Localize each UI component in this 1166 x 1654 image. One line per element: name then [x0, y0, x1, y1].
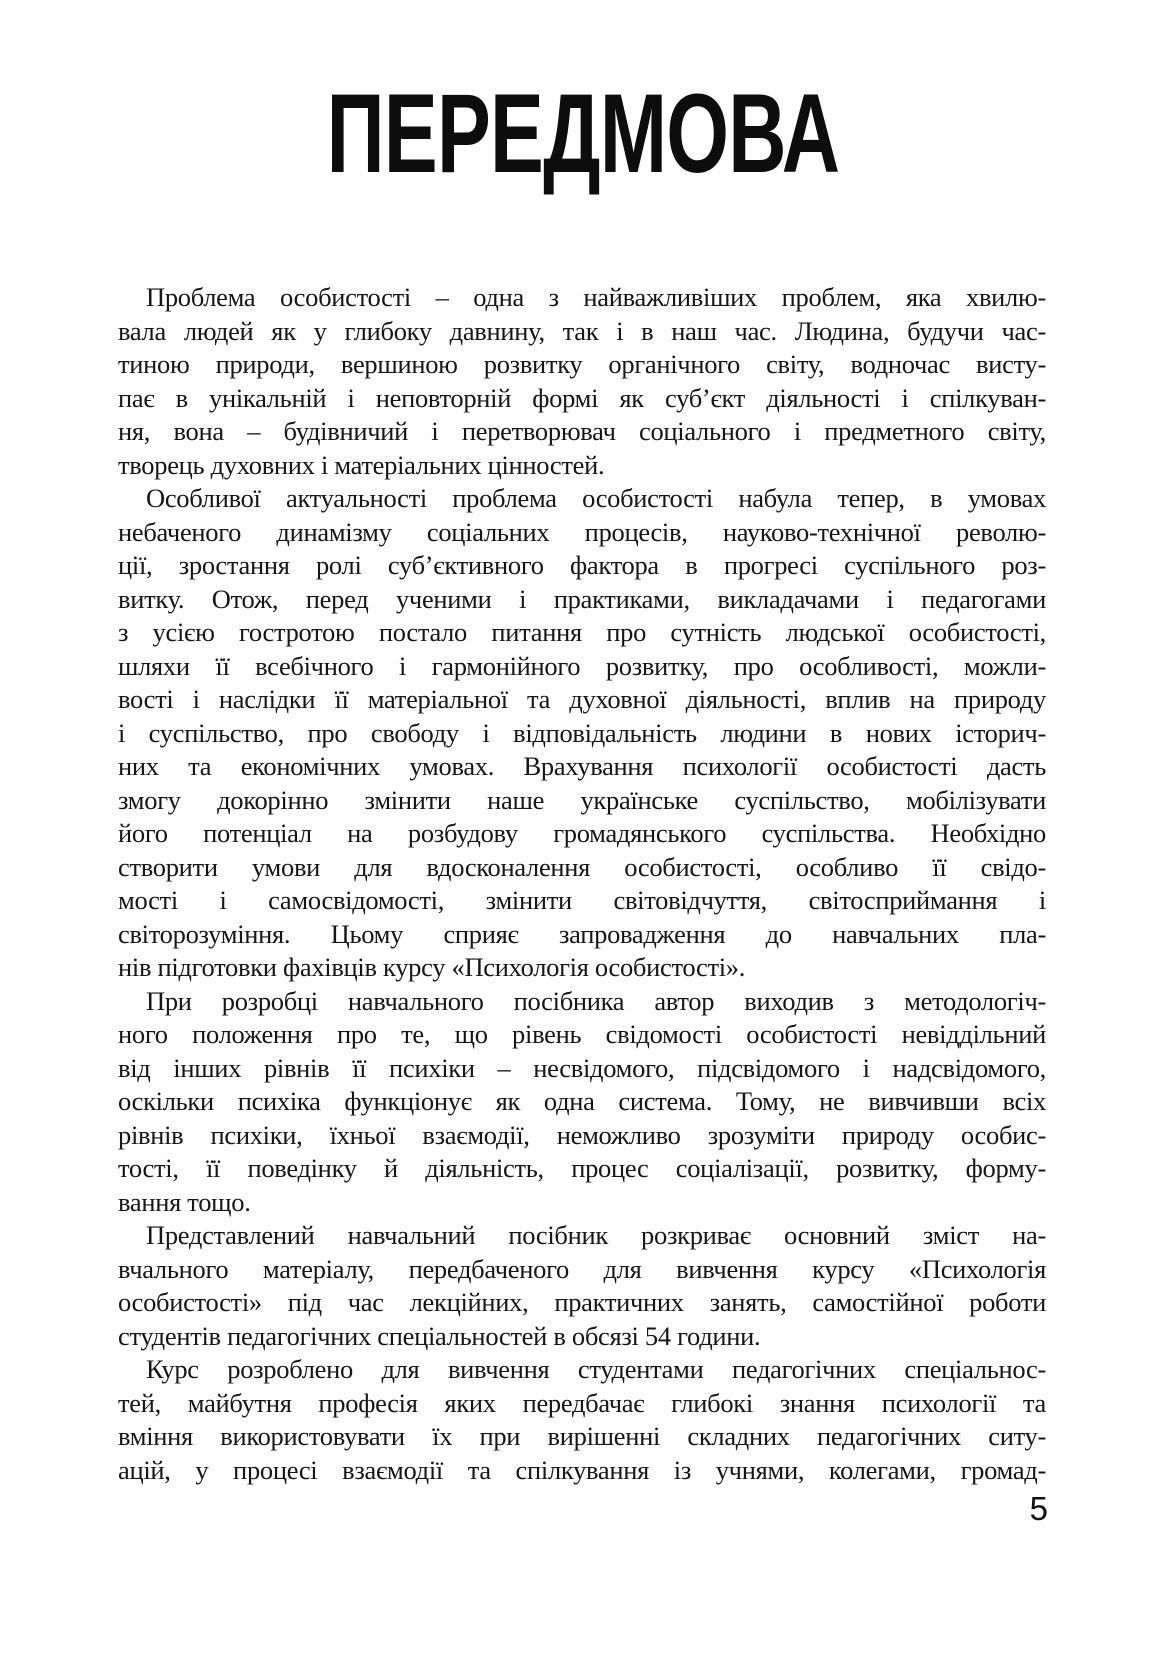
paragraph [118, 1353, 1046, 1487]
text-line: оскільки психіка функціонує як одна система. Тому, не вивчивши всіх [118, 1086, 1046, 1116]
paragraph [118, 281, 1046, 482]
text-line: небаченого динамізму соціальних процесів, науково-технічної револю- [118, 516, 1046, 547]
text-line: вала людей як у глибоку давнину, так і в наш час. Людина, будучи час- [118, 315, 1046, 346]
text-line: змогу докорінно змінити наше українське суспільство, мобілізувати [118, 784, 1046, 815]
title-container [0, 71, 1166, 196]
text-line: вчального матеріалу, передбаченого для вивчення курсу «Психологія [118, 1253, 1046, 1284]
text-line: пає в унікальній і неповторній формі як суб’єкт діяльності і спілкуван- [118, 382, 1046, 413]
text-line: ня, вона – будівничий і перетворювач соціального і предметного світу, [118, 416, 1046, 446]
text-line: ції, зростання ролі суб’єктивного фактора в прогресі суспільного роз- [118, 550, 1046, 580]
text-line: вміння використовувати їх при вирішенні складних педагогічних ситу- [118, 1421, 1046, 1451]
text-line: ацій, у процесі взаємодії та спілкування із учнями, колегами, громад- [118, 1454, 1046, 1485]
text-line: рівнів психіки, їхньої взаємодії, неможливо зрозуміти природу особис- [118, 1119, 1046, 1150]
text-line: мості і самосвідомості, змінити світовідчуття, світосприймання і [118, 885, 1046, 915]
text-line: з усією гостротою постало питання про сутність людської особистості, [118, 617, 1046, 647]
text-line: При розробці навчального посібника автор виходив з методологіч- [146, 985, 1046, 1016]
text-block [118, 281, 1046, 1487]
text-line: студентів педагогічних спеціальностей в обсязі 54 години. [118, 1320, 761, 1351]
text-line: ного положення про те, що рівень свідомості особистості невіддільний [118, 1019, 1046, 1049]
page-number: 5 [1029, 1490, 1048, 1527]
text-line: створити умови для вдосконалення особистості, особливо її свідо- [118, 851, 1046, 882]
text-line: них та економічних умовах. Врахування психології особистості дасть [118, 751, 1046, 781]
text-line: тиною природи, вершиною розвитку органічного світу, водночас висту- [118, 349, 1046, 379]
text-line: Особливої актуальності проблема особистості набула тепер, в умовах [146, 483, 1046, 513]
text-line: вості і наслідки її матеріальної та духовної діяльності, вплив на природу [118, 684, 1046, 714]
text-line: і суспільство, про свободу і відповідальність людини в нових історич- [118, 717, 1046, 748]
text-line: шляхи її всебічного і гармонійного розвитку, про особливості, можли- [118, 650, 1046, 681]
text-line: вання тощо. [118, 1186, 251, 1217]
text-line: Проблема особистості – одна з найважливіших проблем, яка хвилю- [146, 282, 1046, 312]
text-line: від інших рівнів її психіки – несвідомого, підсвідомого і надсвідомого, [118, 1052, 1046, 1083]
text-line: Курс розроблено для вивчення студентами педагогічних спеціальнос- [146, 1354, 1046, 1384]
text-line: творець духовних і матеріальних цінностей. [118, 449, 605, 480]
page-title: ПЕРЕДМОВА [326, 71, 840, 196]
text-line: нів підготовки фахівців курсу «Психологія особистості». [118, 952, 746, 982]
text-line: особистості» під час лекційних, практичних занять, самостійної роботи [118, 1287, 1046, 1317]
text-line: його потенціал на розбудову громадянського суспільства. Необхідно [118, 818, 1046, 848]
text-line: тей, майбутня професія яких передбачає глибокі знання психології та [118, 1387, 1046, 1418]
paragraph [118, 985, 1046, 1220]
text-line: витку. Отож, перед ученими і практиками, викладачами і педагогами [118, 583, 1046, 614]
text-line: Представлений навчальний посібник розкриває основний зміст на- [146, 1220, 1046, 1250]
text-line: тості, її поведінку й діяльність, процес соціалізації, розвитку, форму- [118, 1153, 1046, 1183]
paragraph [118, 482, 1046, 985]
text-line: світорозуміння. Цьому сприяє запровадження до навчальних пла- [118, 918, 1046, 949]
paragraph [118, 1219, 1046, 1353]
